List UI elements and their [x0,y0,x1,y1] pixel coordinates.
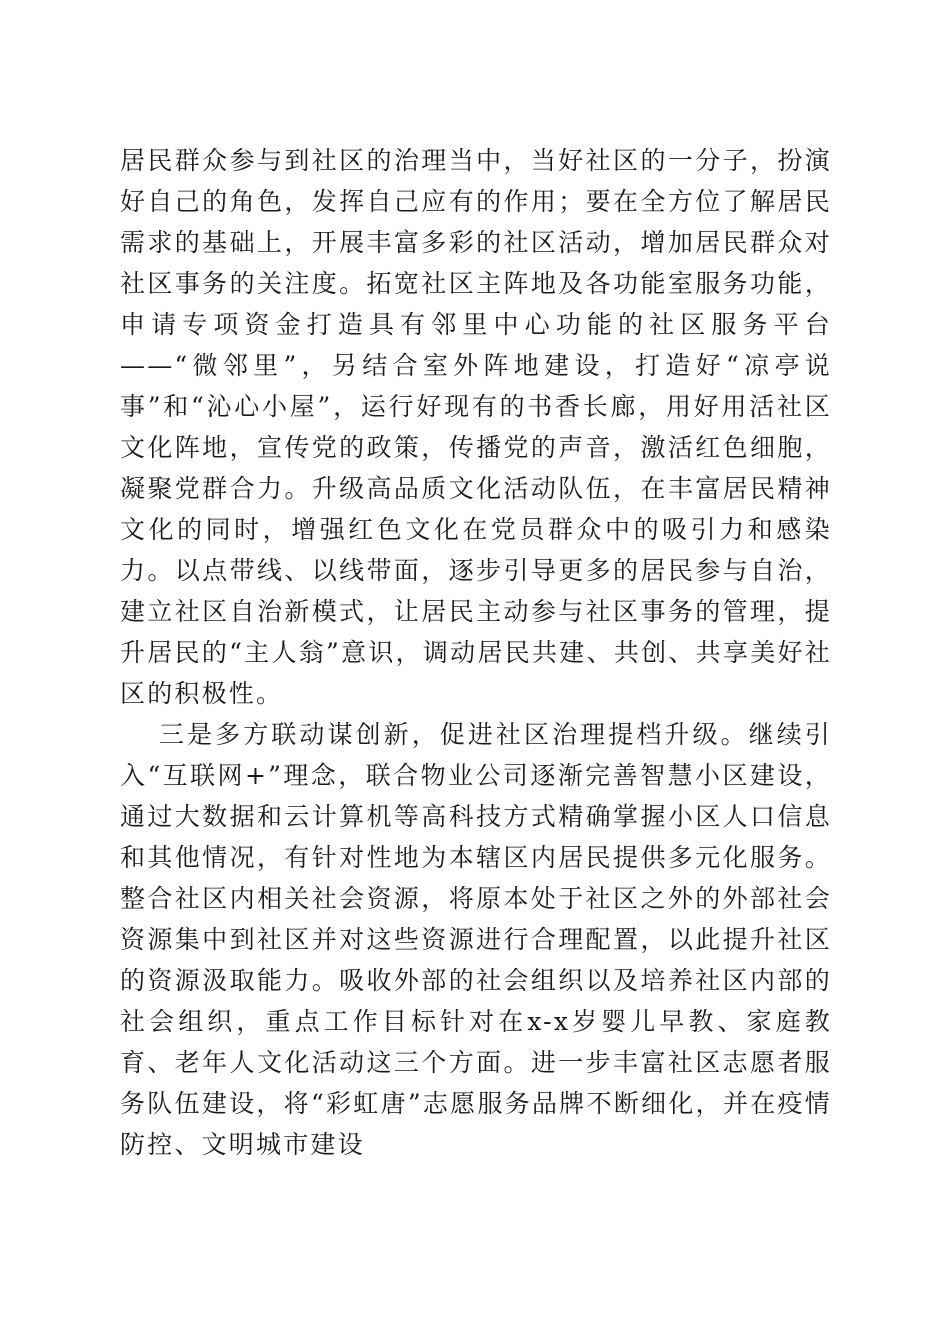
paragraph-continuation: 居民群众参与到社区的治理当中，当好社区的一分子，扮演好自己的角色，发挥自己应有的作用；要在全方位了解居民需求的基础上，开展丰富多彩的社区活动，增加居民群众对社区事务的关注度。拓宽社区主阵地及各功能室服务功能，申请专项资金打造具有邻里中心功能的社区服务平台——“微邻里”，另结合室外阵地建设，打造好“凉亭说事”和“沁心小屋”，运行好现有的书香长廊，用好用活社区文化阵地，宣传党的政策，传播党的声音，激活红色细胞，凝聚党群合力。升级高品质文化活动队伍，在丰富居民精神文化的同时，增强红色文化在党员群众中的吸引力和感染力。以点带线、以线带面，逐步引导更多的居民参与自治，建立社区自治新模式，让居民主动参与社区事务的管理，提升居民的“主人翁”意识，调动居民共建、共创、共享美好社区的积极性。 [120,146,832,708]
body-text [120,140,832,1165]
paragraph-section-three: 三是多方联动谋创新，促进社区治理提档升级。继续引入“互联网+”理念，联合物业公司逐渐完善智慧小区建设，通过大数据和云计算机等高科技方式精确掌握小区人口信息和其他情况，有针对性地为本辖区内居民提供多元化服务。整合社区内相关社会资源，将原本处于社区之外的外部社会资源集中到社区并对这些资源进行合理配置，以此提升社区的资源汲取能力。吸收外部的社会组织以及培养社区内部的社会组织，重点工作目标针对在x-x岁婴儿早教、家庭教育、老年人文化活动这三个方面。进一步丰富社区志愿者服务队伍建设，将“彩虹唐”志愿服务品牌不断细化，并在疫情防控、文明城市建设 [120,720,832,1159]
